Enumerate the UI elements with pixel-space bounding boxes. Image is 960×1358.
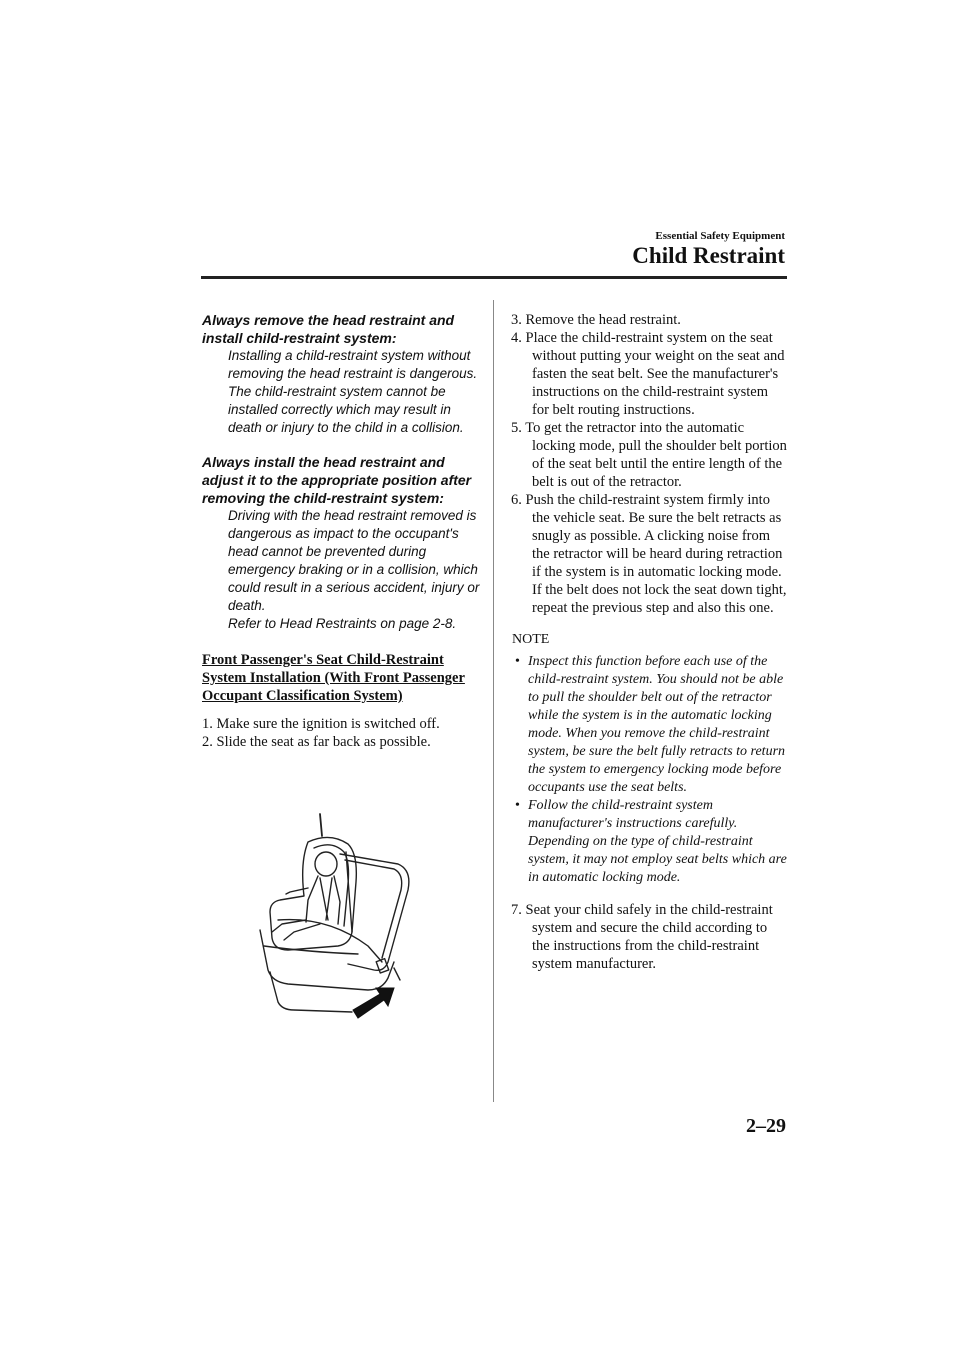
left-column — [202, 311, 482, 751]
note-item — [508, 797, 788, 887]
warning-title: Always remove the head restraint and install child-restraint system: — [202, 312, 455, 346]
step-item: 5. To get the retractor into the automatic locking mode, pull the shoulder belt portion of the seat belt until the entire length of the belt is out of the retractor. — [511, 420, 787, 490]
warning-title: Always install the head restraint and adjust it to the appropriate position after removing the child-restraint system: — [202, 454, 472, 506]
step-item: 7. Seat your child safely in the child-restraint system and secure the child according to the instructions from the child-restraint system manufacturer. — [511, 902, 773, 972]
warning-body: Driving with the head restraint removed is dangerous as impact to the occupant's head cannot be prevented during emergency braking or in a collision, which could result in a serious accident, injury or death. — [228, 508, 480, 613]
note-label: NOTE — [512, 632, 550, 647]
warning-reference: Refer to Head Restraints on page 2-8. — [228, 616, 457, 631]
step-item: 6. Push the child-restraint system firmly into the vehicle seat. Be sure the belt retracts as snugly as possible. A clicking noise from the retractor will be heard during retraction if the system is in automatic locking mode. If the belt does not lock the seat down tight, repeat the previous step and also this one. — [511, 492, 787, 616]
section-heading: Front Passenger's Seat Child-Restraint System Installation (With Front Passenger Occupant Classification System) — [202, 652, 465, 704]
page-title: Child Restraint — [632, 243, 785, 268]
note-item — [508, 653, 788, 797]
step-item: 4. Place the child-restraint system on the seat without putting your weight on the seat and fasten the seat belt. See the manufacturer's instructions on the child-restraint system for belt routing instructions. — [511, 330, 785, 418]
warning-body: Installing a child-restraint system without removing the head restraint is dangerous. The child-restraint system cannot be installed correctly which may result in death or injury to the child in a collision. — [228, 348, 478, 435]
header-section-label: Essential Safety Equipment — [655, 230, 785, 242]
bullet-icon: • — [515, 798, 520, 813]
child-seat-illustration — [248, 812, 413, 1022]
bullet-icon: • — [515, 654, 520, 669]
step-item: 1. Make sure the ignition is switched off. — [202, 716, 440, 732]
column-divider — [493, 300, 494, 1102]
header-rule — [201, 276, 787, 279]
page-number: 2–29 — [746, 1115, 786, 1137]
step-item: 2. Slide the seat as far back as possible. — [202, 734, 431, 750]
note-text: Follow the child-restraint system manufacturer's instructions carefully. Depending on the type of child-restraint system, it may not employ seat belts which are in automatic locking mode. — [528, 798, 787, 885]
note-text: Inspect this function before each use of the child-restraint system. You should not be able to pull the shoulder belt out of the retractor while the system is in the automatic locking mode. When you remove the child-restraint system, be sure the belt fully retracts to return the system to emergency locking mode before occupants use the seat belts. — [528, 654, 786, 795]
step-item: 3. Remove the head restraint. — [511, 312, 681, 328]
right-column — [508, 311, 788, 973]
